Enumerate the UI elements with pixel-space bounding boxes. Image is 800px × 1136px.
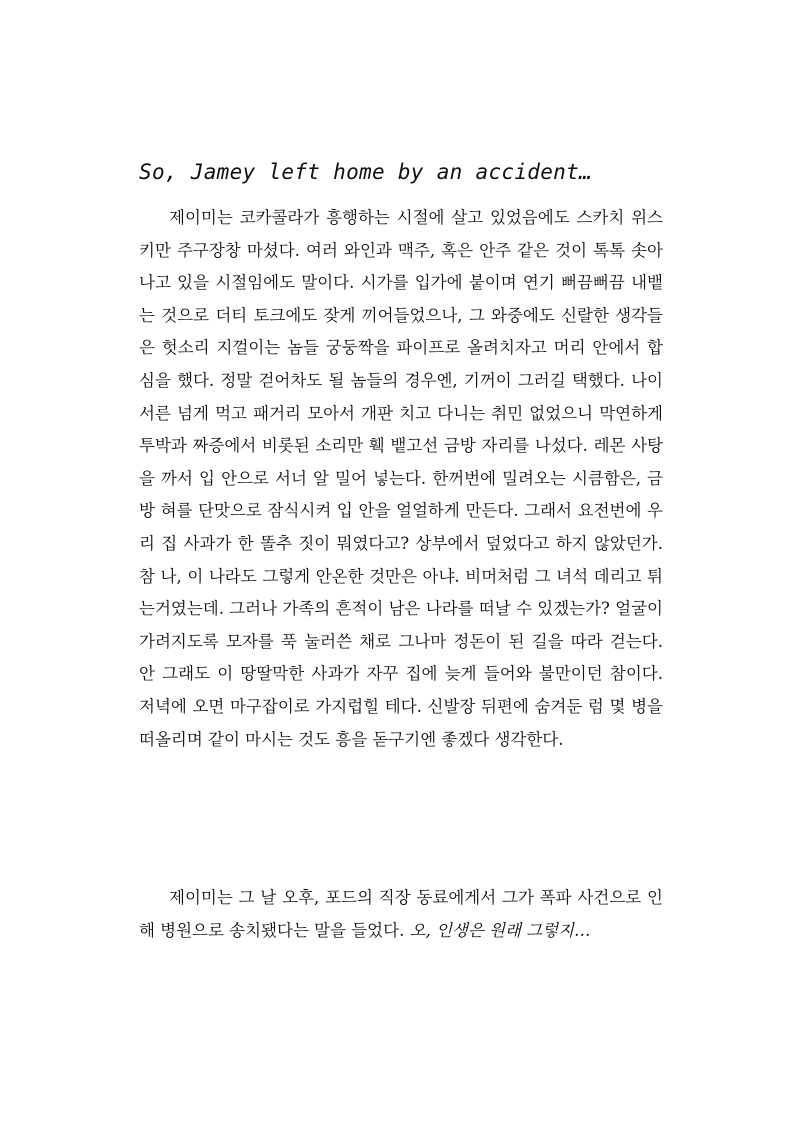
paragraph-2-text: 제이미는 그 날 오후, 포드의 직장 동료에게서 그가 폭파 사건으로 인해 병원으로 송치됐다는 말을 들었다. bbox=[139, 888, 663, 940]
section-heading: So, Jamey left home by an accident… bbox=[139, 160, 593, 184]
paragraph-1: 제이미는 코카콜라가 흥행하는 시절에 살고 있었음에도 스카치 위스키만 주구장창 마셨다. 여러 와인과 맥주, 혹은 안주 같은 것이 톡톡 솟아나고 있을 시절임에도 말이다. 시가를 입가에 붙이며 연기 뻐끔뻐끔 내뱉는 것으로 더티 토크에도 잦게 끼어들었으나, 그 와중에도 신랄한 생각들은 헛소리 지껄이는 놈들 궁둥짝을 파이프로 올려치자고 머리 안에서 합심을 했다. 정말 걷어차도 될 놈들의 경우엔, 기꺼이 그러길 택했다. 나이 서른 넘게 먹고 패거리 모아서 개판 치고 다니는 취민 없었으니 막연하게 투박과 짜증에서 비롯된 소리만 훽 뱉고선 금방 자리를 나섰다. 레몬 사탕을 까서 입 안으로 서너 알 밀어 넣는다. 한꺼번에 밀려오는 시큼함은, 금방 혀를 단맛으로 잠식시켜 입 안을 얼얼하게 만든다. 그래서 요전번에 우리 집 사과가 한 똘추 짓이 뭐였다고? 상부에서 덮었다고 하지 않았던가. 참 나, 이 나라도 그렇게 안온한 것만은 아냐. 비머처럼 그 녀석 데리고 튀는거였는데. 그러나 가족의 흔적이 남은 나라를 떠날 수 있겠는가? 얼굴이 가려지도록 모자를 푹 눌러쓴 채로 그나마 정돈이 된 길을 따라 걷는다. 안 그래도 이 땅딸막한 사과가 자꾸 집에 늦게 들어와 불만이던 참이다. 저녁에 오면 마구잡이로 가지럽힐 테다. 신발장 뒤편에 숨겨둔 럼 몇 병을 떠올리며 같이 마시는 것도 흥을 돋구기엔 좋겠다 생각한다. bbox=[139, 208, 663, 749]
paragraph-2-italic-tail: 오, 인생은 원래 그렇지… bbox=[409, 920, 591, 940]
paragraph-2 bbox=[139, 882, 663, 947]
